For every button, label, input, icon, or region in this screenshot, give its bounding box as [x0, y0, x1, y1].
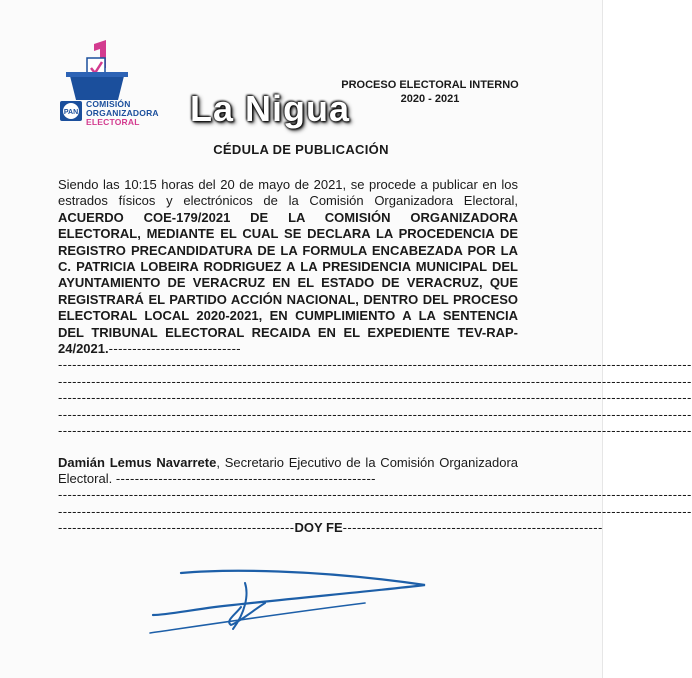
pan-badge [60, 101, 82, 121]
secretary-name: Damián Lemus Navarrete [58, 454, 217, 470]
spacer [58, 440, 518, 455]
dash-line [58, 390, 518, 406]
page-title: CÉDULA DE PUBLICACIÓN [213, 142, 389, 157]
dash-filler: ---------------------------- [108, 341, 242, 357]
process-name: PROCESO ELECTORAL INTERNO [341, 79, 519, 91]
process-header [330, 78, 530, 106]
doy-fe-text: DOY FE [294, 520, 343, 536]
main-paragraph [58, 177, 518, 357]
watermark: La Nigua [190, 88, 351, 129]
logo-line-2: ORGANIZADORA [86, 108, 159, 118]
logo-line-1: COMISIÓN [86, 99, 131, 109]
logo-line-3: ELECTORAL [86, 117, 140, 127]
document-body [58, 177, 603, 537]
dash-line [58, 504, 518, 520]
secretary-paragraph [58, 455, 518, 488]
dash-line [58, 487, 518, 503]
coe-logo-text [86, 100, 159, 127]
dash-line [58, 374, 518, 390]
pan-badge-text: PAN [63, 109, 79, 116]
agreement-text: ACUERDO COE-179/2021 DE LA COMISIÓN ORGANIZADORA ELECTORAL, MEDIANTE EL CUAL SE DECLARA LA PROCEDENCIA DE REGISTRO PRECANDIDATURA DE LA FORMULA ENCABEZADA POR LA C. PATRICIA LOBEIRA RODRIGUEZ A LA PRESIDENCIA MUNICIPAL DEL AYUNTAMIENTO DE VERACRUZ EN EL ESTADO DE VERACRUZ, QUE REGISTRARÁ EL PARTIDO ACCIÓN NACIONAL, DENTRO DEL PROCESO ELECTORAL LOCAL 2020-2021, EN CUMPLIMIENTO A LA SENTENCIA DEL TRIBUNAL ELECTORAL RECAIDA EN EL EXPEDIENTE TEV-RAP-24/2021. [58, 209, 518, 357]
dash-line [58, 357, 518, 373]
dash-line [58, 407, 518, 423]
intro-text: Siendo las 10:15 horas del 20 de mayo de 2021, se procede a publicar en los estrados físicos y electrónicos de la Comisión Organizadora Electoral, [58, 177, 518, 209]
ballot-box-icon [56, 40, 146, 102]
doy-fe-line: --------------------------------------------------DOY FE------------------------------------------------------- [58, 520, 603, 536]
process-years: 2020 - 2021 [400, 93, 460, 105]
signature-image [145, 555, 435, 645]
dash-filler: ------------------------------------------------------- [115, 470, 376, 486]
secretary-role: , Secretario Ejecutivo de la Comisión Organizadora Electoral. [58, 454, 519, 486]
dash-line [58, 423, 518, 439]
